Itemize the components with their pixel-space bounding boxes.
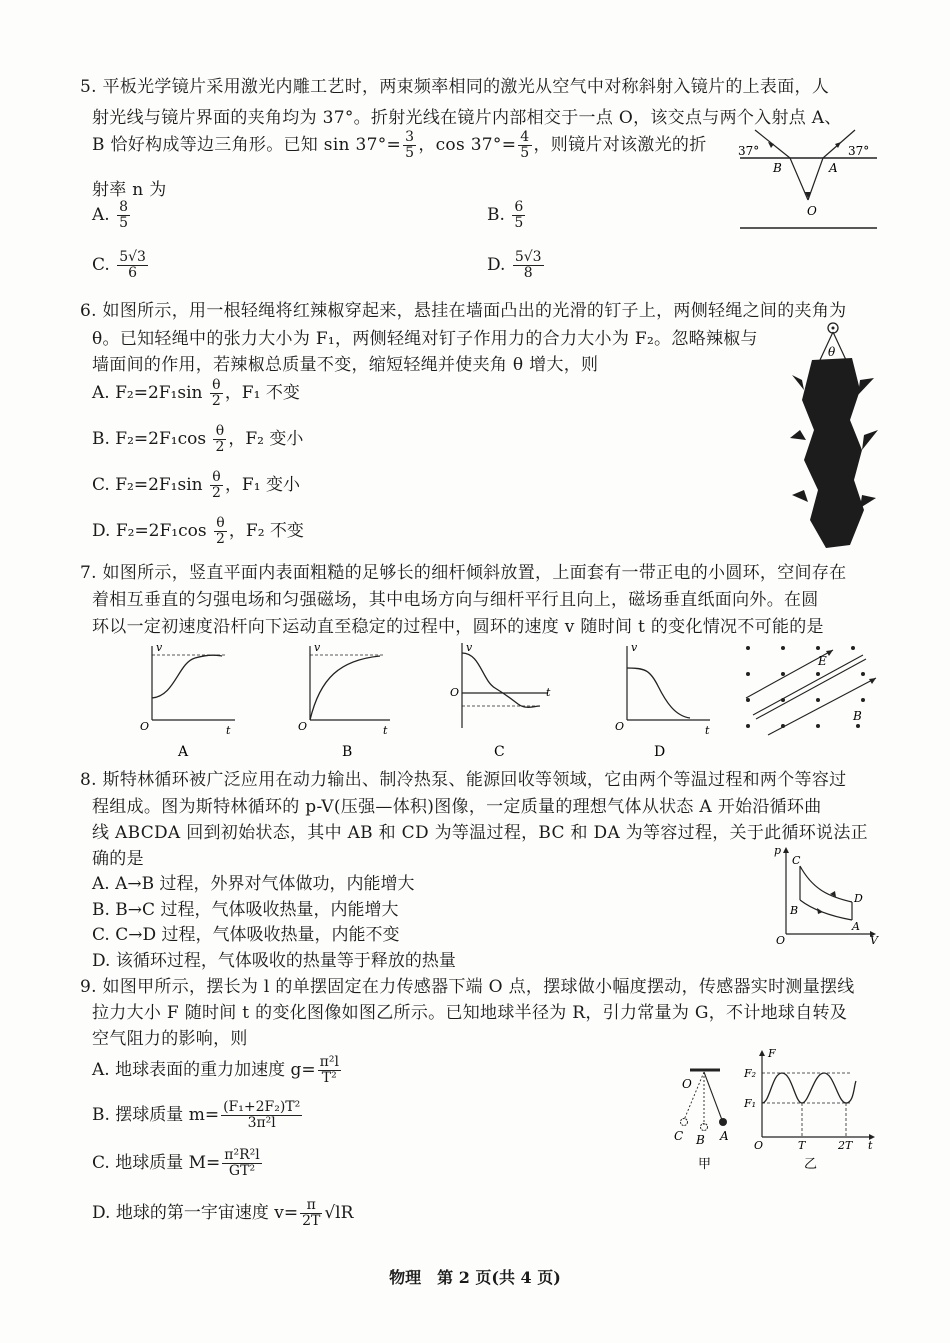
q8-line2: 程组成。图为斯特林循环的 p-V(压强—体积)图像，一定质量的理想气体从状态 A 开始沿循环曲 <box>92 797 822 817</box>
q9-option-b: B. 摆球质量 m= $\frac{\text{(F₁+2F₂)T²}}{\text{3π²l}}$ <box>92 1099 301 1131</box>
svg-text:F: F <box>768 1047 776 1060</box>
q9-line1: 9. 如图甲所示，摆长为 l 的单摆固定在力传感器下端 O 点，摆球做小幅度摆动，传感器实时测量摆线 <box>80 977 855 997</box>
q8-option-a: A. A→B 过程，外界对气体做功，内能增大 <box>92 874 415 894</box>
graph-b <box>298 641 390 760</box>
e-field-label: E <box>818 654 827 668</box>
svg-text:t: t <box>226 724 231 737</box>
graph-d-label: D <box>654 744 666 760</box>
graph-c <box>450 641 551 760</box>
force-curve <box>762 1073 856 1103</box>
q8-line1: 8. 斯特林循环被广泛应用在动力输出、制冷热泵、能源回收等领域，它由两个等温过程和两个等容过 <box>80 770 847 790</box>
svg-text:O: O <box>450 686 460 699</box>
q6-line3: 墙面间的作用，若辣椒总质量不变，缩短轻绳并使夹角 θ 增大，则 <box>92 355 599 375</box>
curve-c <box>462 653 540 707</box>
svg-text:C: C <box>674 1129 684 1143</box>
svg-text:B: B <box>790 904 799 917</box>
q9-option-d: D. 地球的第一宇宙速度 v= $\frac{\pi}{2T}$ √lR <box>92 1197 354 1229</box>
bob-icon <box>719 1118 727 1126</box>
q6-option-d: D. F₂=2F₁cos $\frac{\theta}{2}$ ，F₂ 不变 <box>92 515 304 547</box>
angle-left-label: 37° <box>738 144 760 158</box>
chili-bunch-icon <box>790 358 878 548</box>
q5-option-c: C. $\frac{5√3}{6}$ <box>92 249 146 281</box>
q8-line3: 线 ABCDA 回到初始状态，其中 AB 和 CD 为等温过程，BC 和 DA 为等容过程，关于此循环说法正 <box>92 823 868 843</box>
q6-option-c: C. F₂=2F₁sin $\frac{\theta}{2}$ ，F₁ 变小 <box>92 469 300 501</box>
q6-line2: θ。已知轻绳中的张力大小为 F₁，两侧轻绳对钉子作用力的合力大小为 F₂。忽略辣椒与 <box>92 329 758 349</box>
angle-right-label: 37° <box>848 144 870 158</box>
curve-d <box>627 668 690 718</box>
q9-force-graph <box>740 1045 880 1175</box>
svg-text:t: t <box>705 724 710 737</box>
svg-text:O: O <box>615 720 625 733</box>
q6-option-a: A. F₂=2F₁sin $\frac{\theta}{2}$ ，F₁ 不变 <box>92 377 300 409</box>
fig-yi-caption: 乙 <box>804 1157 818 1172</box>
curve-b <box>310 656 380 720</box>
svg-text:A: A <box>720 1129 729 1143</box>
svg-text:t: t <box>868 1139 873 1152</box>
q5-line1: 5. 平板光学镜片采用激光内雕工艺时，两束频率相同的激光从空气中对称斜射入镜片的上表面，人 <box>80 77 830 97</box>
q6-option-b: B. F₂=2F₁cos $\frac{\theta}{2}$ ，F₂ 变小 <box>92 423 304 455</box>
q5-option-d: D. $\frac{5√3}{8}$ <box>487 249 542 281</box>
q9-line2: 拉力大小 F 随时间 t 的变化图像如图乙所示。已知地球半径为 R，引力常量为 G，不计地球自转及 <box>92 1003 848 1023</box>
q9-option-a: A. 地球表面的重力加速度 g= $\frac{\text{π²l}}{\text{T²}}$ <box>92 1054 339 1086</box>
q8-option-d: D. 该循环过程，气体吸收的热量等于释放的热量 <box>92 951 456 971</box>
svg-text:O: O <box>682 1077 692 1091</box>
theta-label: θ <box>828 345 836 359</box>
fig-jia-caption: 甲 <box>698 1157 712 1172</box>
q5-line3: B 恰好构成等边三角形。已知 sin 37°= $\frac{3}{5}$ ，cos 37°= $\frac{4}{5}$ ，则镜片对该激光的折 <box>92 129 707 161</box>
b-field-label: B <box>853 709 862 723</box>
graph-b-label: B <box>342 744 353 760</box>
q6-chili-figure <box>790 320 880 550</box>
graph-a <box>140 641 235 760</box>
point-b-label: B <box>773 161 782 175</box>
svg-text:T: T <box>798 1139 806 1152</box>
svg-text:t: t <box>546 686 551 699</box>
q9-option-c: C. 地球质量 M= $\frac{\text{π²R²l}}{\text{GT²}}$ <box>92 1147 260 1179</box>
svg-text:t: t <box>383 724 388 737</box>
page-footer: 物理 第 2 页(共 4 页) <box>389 1268 561 1287</box>
q7-vt-graphs <box>130 638 750 763</box>
svg-text:2T: 2T <box>838 1139 853 1152</box>
q5-line4: 射率 n 为 <box>92 180 167 200</box>
svg-text:D: D <box>854 892 863 905</box>
svg-text:v: v <box>631 641 638 654</box>
svg-text:v: v <box>466 641 473 654</box>
refracted-ray-right <box>808 158 823 200</box>
q5-lens-figure <box>735 120 880 235</box>
cd-curve <box>800 866 852 902</box>
sin-fraction: $\frac{3}{5}$ <box>405 129 415 161</box>
svg-text:B: B <box>696 1133 705 1147</box>
svg-text:V: V <box>870 934 878 947</box>
q6-line1: 6. 如图所示，用一根轻绳将红辣椒穿起来，悬挂在墙面凸出的光滑的钉子上，两侧轻绳之间的夹角为 <box>80 301 847 321</box>
graph-d <box>615 641 710 760</box>
q7-field-figure <box>738 640 878 740</box>
point-a-label: A <box>829 161 838 175</box>
q8-line4: 确的是 <box>92 849 144 869</box>
svg-text:O: O <box>140 720 150 733</box>
cos-fraction: $\frac{4}{5}$ <box>520 129 530 161</box>
q7-line2: 着相互垂直的匀强电场和匀强磁场，其中电场方向与细杆平行且向上，磁场垂直纸面向外。在圆 <box>92 590 819 610</box>
q8-option-c: C. C→D 过程，气体吸收热量，内能不变 <box>92 925 400 945</box>
svg-text:F₂: F₂ <box>744 1067 757 1080</box>
svg-text:v: v <box>156 641 163 654</box>
q8-pv-diagram <box>768 842 880 947</box>
q7-line3: 环以一定初速度沿杆向下运动直至稳定的过程中，圆环的速度 v 随时间 t 的变化情况不可能的是 <box>92 617 824 637</box>
svg-text:p: p <box>774 844 782 857</box>
svg-text:C: C <box>792 854 801 867</box>
svg-text:v: v <box>314 641 321 654</box>
q9-pendulum-figure <box>668 1060 748 1175</box>
q5-line2: 射光线与镜片界面的夹角均为 37°。折射光线在镜片内部相交于一点 O，该交点与两个入射点 A、 <box>92 108 842 128</box>
graph-a-label: A <box>178 744 189 760</box>
refracted-ray-left <box>790 158 808 200</box>
point-o-label: O <box>807 204 817 218</box>
svg-text:O: O <box>754 1139 764 1152</box>
curve-a <box>152 655 222 698</box>
svg-text:F₁: F₁ <box>744 1097 757 1110</box>
svg-text:O: O <box>776 934 786 947</box>
q5-option-b: B. $\frac{6}{5}$ <box>487 199 524 231</box>
svg-text:A: A <box>852 920 860 933</box>
svg-text:O: O <box>298 720 308 733</box>
q9-line3: 空气阻力的影响，则 <box>92 1029 248 1049</box>
graph-c-label: C <box>494 744 505 760</box>
q8-option-b: B. B→C 过程，气体吸收热量，内能增大 <box>92 900 399 920</box>
q7-line1: 7. 如图所示，竖直平面内表面粗糙的足够长的细杆倾斜放置，上面套有一带正电的小圆环，空间存在 <box>80 563 847 583</box>
ab-curve <box>800 900 852 920</box>
q5-option-a: A. $\frac{8}{5}$ <box>92 199 129 231</box>
